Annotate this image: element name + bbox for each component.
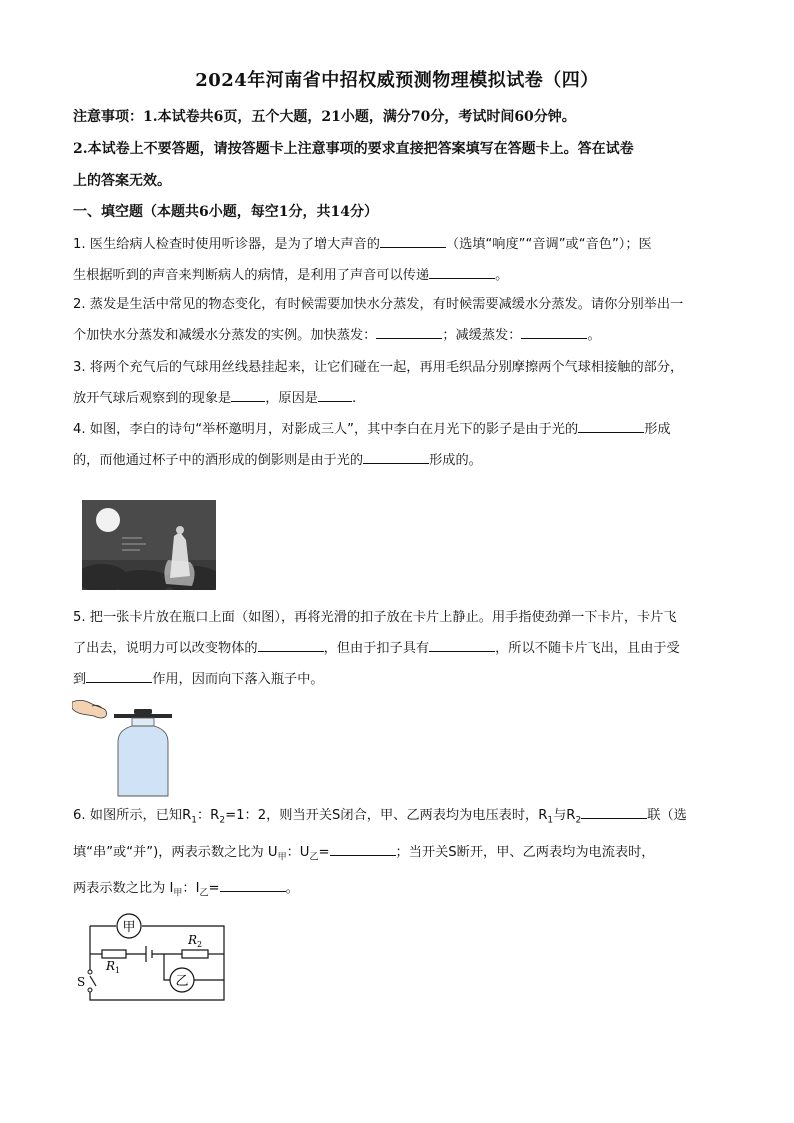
notice-line-1: 注意事项：1.本试卷共6页，五个大题，21小题，满分70分，考试时间60分钟。: [73, 109, 576, 125]
meter-jia-label: 甲: [122, 920, 136, 935]
question-1: [73, 229, 723, 291]
q6-subscript: 乙: [309, 852, 319, 863]
r2-subscript: 2: [197, 940, 203, 949]
q5-text: 作用，因而向下落入瓶子中。: [152, 672, 324, 687]
answer-blank: [318, 387, 352, 402]
q6-subscript: 乙: [199, 888, 209, 899]
q6-text: =: [208, 881, 220, 897]
q5-text: 5. 把一张卡片放在瓶口上面（如图），再将光滑的扣子放在卡片上静止。用手指使劲弹一下卡片，卡片飞: [73, 610, 677, 625]
q6-subscript: 2: [575, 815, 582, 826]
answer-blank: [578, 418, 644, 433]
q4-text: 的，而他通过杯子中的酒形成的倒影则是由于光的: [73, 453, 364, 468]
question-4: [73, 414, 723, 476]
q4-text: 形成的。: [429, 453, 482, 468]
q1-text: （选填“响度”“音调”或“音色”）；医: [445, 237, 652, 252]
q6-text: 两表示数之比为 I: [73, 881, 174, 897]
q5-text: 了出去，说明力可以改变物体的: [73, 641, 258, 656]
q6-text: 与R: [553, 808, 576, 823]
answer-blank: [86, 668, 152, 683]
r1-subscript: 1: [115, 966, 121, 975]
answer-blank: [429, 637, 495, 652]
question-2: [73, 289, 723, 351]
answer-blank: [380, 233, 446, 248]
q5-text: 到: [73, 672, 87, 687]
q6-subscript: 1: [191, 815, 197, 826]
q6-text: ：I: [182, 881, 200, 897]
answer-blank: [376, 324, 442, 339]
q6-text: 联（选: [647, 808, 687, 823]
q1-text: 生根据听到的声音来判断病人的病情，是利用了声音可以传递: [73, 268, 430, 283]
q3-text: .: [352, 391, 357, 406]
q6-text: =: [318, 844, 330, 860]
answer-blank: [521, 324, 587, 339]
q1-text: 。: [495, 268, 509, 283]
q6-text: 。: [285, 881, 299, 897]
meter-yi-label: 乙: [175, 974, 189, 989]
q6-subscript: 甲: [173, 888, 183, 899]
q6-subscript: 甲: [277, 852, 287, 863]
answer-blank: [581, 804, 647, 819]
r2-label: R: [188, 933, 198, 947]
r1-label: R: [106, 959, 116, 973]
q3-text: 3. 将两个充气后的气球用丝线悬挂起来，让它们碰在一起，再用毛织品分别摩擦两个气球相接触的部分，: [73, 360, 684, 375]
answer-blank: [220, 877, 286, 892]
notice-line-3: 上的答案无效。: [73, 173, 171, 189]
card-bottle-illustration: [72, 696, 182, 800]
circuit-diagram: [74, 906, 234, 1006]
answer-blank: [231, 387, 265, 402]
q2-text: 2. 蒸发是生活中常见的物态变化，有时候需要加快水分蒸发，有时候需要减缓水分蒸发。请你分别举出一: [73, 297, 684, 312]
q2-text: 。: [587, 328, 601, 343]
q6-text: 6. 如图所示，已知R: [73, 808, 192, 823]
q6-subscript: 1: [547, 815, 554, 826]
q4-text: 形成: [644, 422, 671, 437]
answer-blank: [330, 841, 396, 856]
q1-text: 1. 医生给病人检查时使用听诊器，是为了增大声音的: [73, 237, 380, 252]
answer-blank: [363, 449, 429, 464]
q6-subscript: 2: [219, 815, 226, 826]
q3-text: 放开气球后观察到的现象是: [73, 391, 232, 406]
answer-blank: [429, 264, 495, 279]
q2-text: ；减缓蒸发：: [442, 328, 522, 343]
q4-text: 4. 如图，李白的诗句“举杯邀明月，对影成三人”，其中李白在月光下的影子是由于光的: [73, 422, 579, 437]
li-bai-moon-illustration: [82, 500, 216, 590]
q6-text: ：R: [196, 808, 220, 823]
q6-text: ：U: [286, 844, 310, 860]
q5-text: ，但由于扣子具有: [323, 641, 430, 656]
q6-text: =1：2，则当开关S闭合，甲、乙两表均为电压表时，R: [225, 808, 548, 823]
q6-text: ；当开关S断开，甲、乙两表均为电流表时，: [395, 844, 655, 860]
question-6: [73, 800, 723, 910]
question-5: [73, 602, 723, 695]
section-heading: 一、填空题（本题共6小题，每空1分，共14分）: [73, 204, 378, 220]
switch-label: S: [77, 975, 86, 989]
question-3: [73, 352, 723, 414]
page-title: 2024年河南省中招权威预测物理模拟试卷（四）: [195, 70, 599, 91]
q6-text: 填“串”或“并”)，两表示数之比为 U: [73, 844, 278, 860]
answer-blank: [258, 637, 324, 652]
q2-text: 个加快水分蒸发和减缓水分蒸发的实例。加快蒸发：: [73, 328, 377, 343]
q5-text: ，所以不随卡片飞出，且由于受: [495, 641, 680, 656]
notice-line-2: 2.本试卷上不要答题，请按答题卡上注意事项的要求直接把答案填写在答题卡上。答在试卷: [73, 141, 634, 157]
q3-text: ，原因是: [265, 391, 318, 406]
